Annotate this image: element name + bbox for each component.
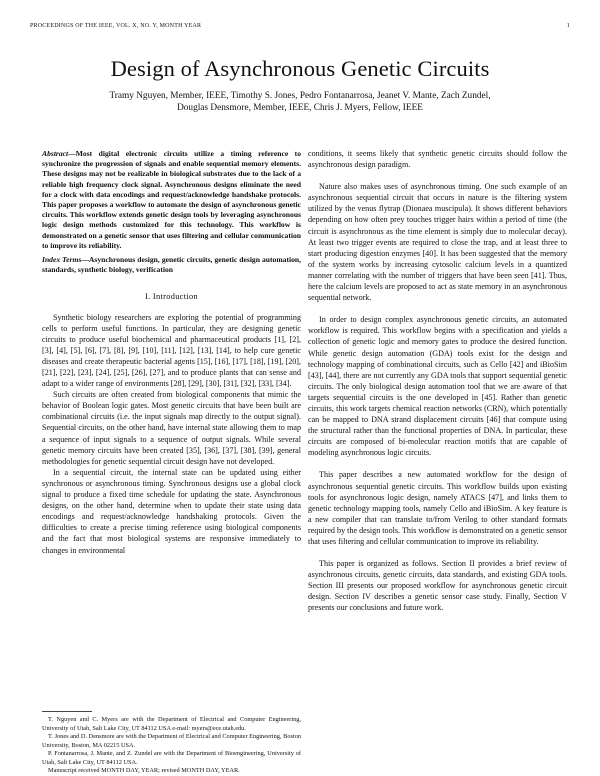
footnote-1: T. Nguyen and C. Myers are with the Department of Electrical and Computer Engineering, University of Utah, Salt Lake City, UT 84112 USA e-mail: myers@ece.utah.edu. [42, 716, 301, 732]
intro-paragraph-2: Such circuits are often created from biological components that mimic the behavior of Boolean logic gates. Most genetic circuits that have been built are combinational circuits (i.e. the input signals map directly to the output signal). Sequential circuits, on the other hand, have internal state allowing them to map a sequence of input signals to a sequence of output signals. While several genetic memory circuits have been created [35], [36], [37], [38], [39], general methodologies for genetic sequential circuit design have not developed. [42, 390, 301, 466]
index-terms-text: —Asynchronous design, genetic circuits, genetic design automation, standards, synthetic biology, verification [42, 255, 302, 275]
footnote-2: T. Jones and D. Densmore are with the Department of Electrical and Computer Engineering, Boston University, Boston, MA 02215 USA. [42, 733, 301, 749]
abstract-text: —Most digital electronic circuits utilize a timing reference to synchronize the progression of signals and enable sequential memory elements. These designs may not be realizable in biological substrates due to the lack of a reliable high frequency clock signal. Asynchronous designs eliminate the need for a clock with data encodings and request/acknowledge handshake protocols. This paper proposes a workflow to automate the design of asynchronous genetic circuits. This workflow extends genetic design tools by leveraging asynchronous logic design methods customized for this technology. This workflow is demonstrated on a genetic sensor that uses filtering and cellular communication to improve its reliability. [42, 149, 301, 250]
author-line-1: Tramy Nguyen, Member, IEEE, Timothy S. Jones, Pedro Fontanarrosa, Jeanet V. Mante, Zach Zundel, [109, 91, 491, 101]
abstract-label: Abstract [42, 149, 69, 158]
footnote-3: P. Fontanarrosa, J. Mante, and Z. Zundel are with the Department of Bioengineering, University of Utah, Salt Lake City, UT 84112 USA. [42, 750, 301, 766]
author-line-2: Douglas Densmore, Member, IEEE, Chris J. Myers, Fellow, IEEE [177, 103, 423, 113]
paper-title: Design of Asynchronous Genetic Circuits [110, 56, 490, 81]
running-header [30, 23, 570, 33]
footnotes [42, 716, 301, 776]
journal-header: PROCEEDINGS OF THE IEEE, VOL. X, NO. Y, MONTH YEAR [30, 23, 202, 29]
index-terms-label: Index Terms [42, 255, 82, 265]
section-heading-introduction: I. Introduction [145, 292, 198, 302]
footnote-4: Manuscript received MONTH DAY, YEAR; revised MONTH DAY, YEAR. [48, 767, 240, 774]
abstract [42, 149, 301, 251]
page-number: 1 [566, 23, 570, 29]
intro-paragraph-1: Synthetic biology researchers are exploring the potential of programming cells to perform useful functions. In particular, they are designing genetic circuits to produce useful biochemical and pharmaceutical products [1], [2], [3], [4], [5], [6], [7], [8], [9], [10], [11], [12], [13], [14], to help cure genetic diseases and create therapeutic bacterial agents [15], [16], [17], [18], [19], [20], [21], [22], [23], [24], [25], [26], [27], and to produce plants that can sense and adapt to a wider range of environments [28], [29], [30], [31], [32], [33], [34]. [42, 312, 301, 389]
author-list [60, 90, 540, 114]
right-column [308, 148, 567, 614]
right-paragraph-1: conditions, it seems likely that synthetic genetic circuits should follow the asynchronous design paradigm. [308, 149, 567, 170]
footnote-rule [42, 711, 92, 712]
left-column [42, 149, 301, 556]
index-terms [42, 255, 301, 275]
right-paragraph-2: Nature also makes uses of asynchronous timing. One such example of an asynchronous sequential circuit that occurs in nature is the filtering system utilized by the venus flytrap (Dionaea muscipula). It shows different behaviors depending on how often prey touches trigger hairs within a period of time (the circuit is asynchronous as the time element is simply due to molecular decay). At least two trigger events are required to close the trap, and at least three to start producing digestion enzymes [40]. It has been suggested that the memory of the system works by increasing cytosolic calcium levels in a quantized manner correlating with the number of triggers that have been seen [41]. Thus, here the calcium levels are proposed to act as state memory in an asynchronous sequential network. [308, 182, 567, 303]
right-paragraph-3: In order to design complex asynchronous genetic circuits, an automated workflow is required. This workflow begins with a specification and yields a collection of genetic logic and memory gates to produce the desired function. While genetic design automation (GDA) tools exist for the design and technology mapping of combinational circuits, such as Cello [42] and iBioSim [43], [44], there are not currently any GDA tools that support sequential genetic circuits. The only biological design automation tool that we are aware of that targets sequential circuits is the one developed in [45]. Rather than genetic circuits, this work targets chemical reaction networks (CRN), which potentially can be mapped to DNA strand displacement circuits [46] that compute using the structural rather than the functional properties of DNA. In particular, these circuits are composed of bi-molecular reaction motifs that are capable of modeling asynchronous logic circuits. [308, 315, 567, 458]
right-paragraph-4: This paper describes a new automated workflow for the design of asynchronous sequential genetic circuits. This workflow builds upon existing tools for asynchronous logic design, namely ATACS [47], and links them to genetic technology mapping tools, namely Cello and iBioSim. A key feature is a new compiler that can translate to/from Verilog to other standard formats required by the design tools. This workflow is demonstrated on a genetic sensor that uses filtering and cellular communication to improve its reliability. [308, 470, 567, 546]
intro-paragraph-3: In a sequential circuit, the internal state can be updated using either synchronous or asynchronous timing. Synchronous designs use a global clock signal to produce a fixed time schedule for updating the state. Asynchronous designs, on the other hand, determine when to update their state using data encodings and request/acknowledge handshaking protocols. Given the difficulties to create a precise timing reference using biological components and the fact that most biological systems are responsive immediately to changes in environmental [42, 467, 301, 555]
right-paragraph-5: This paper is organized as follows. Section II provides a brief review of asynchronous circuits, genetic circuits, data standards, and existing GDA tools. Section III presents our proposed workflow for asynchronous genetic circuit design. Section IV describes a genetic sensor case study. Finally, Section V presents our conclusions and future work. [308, 559, 567, 613]
